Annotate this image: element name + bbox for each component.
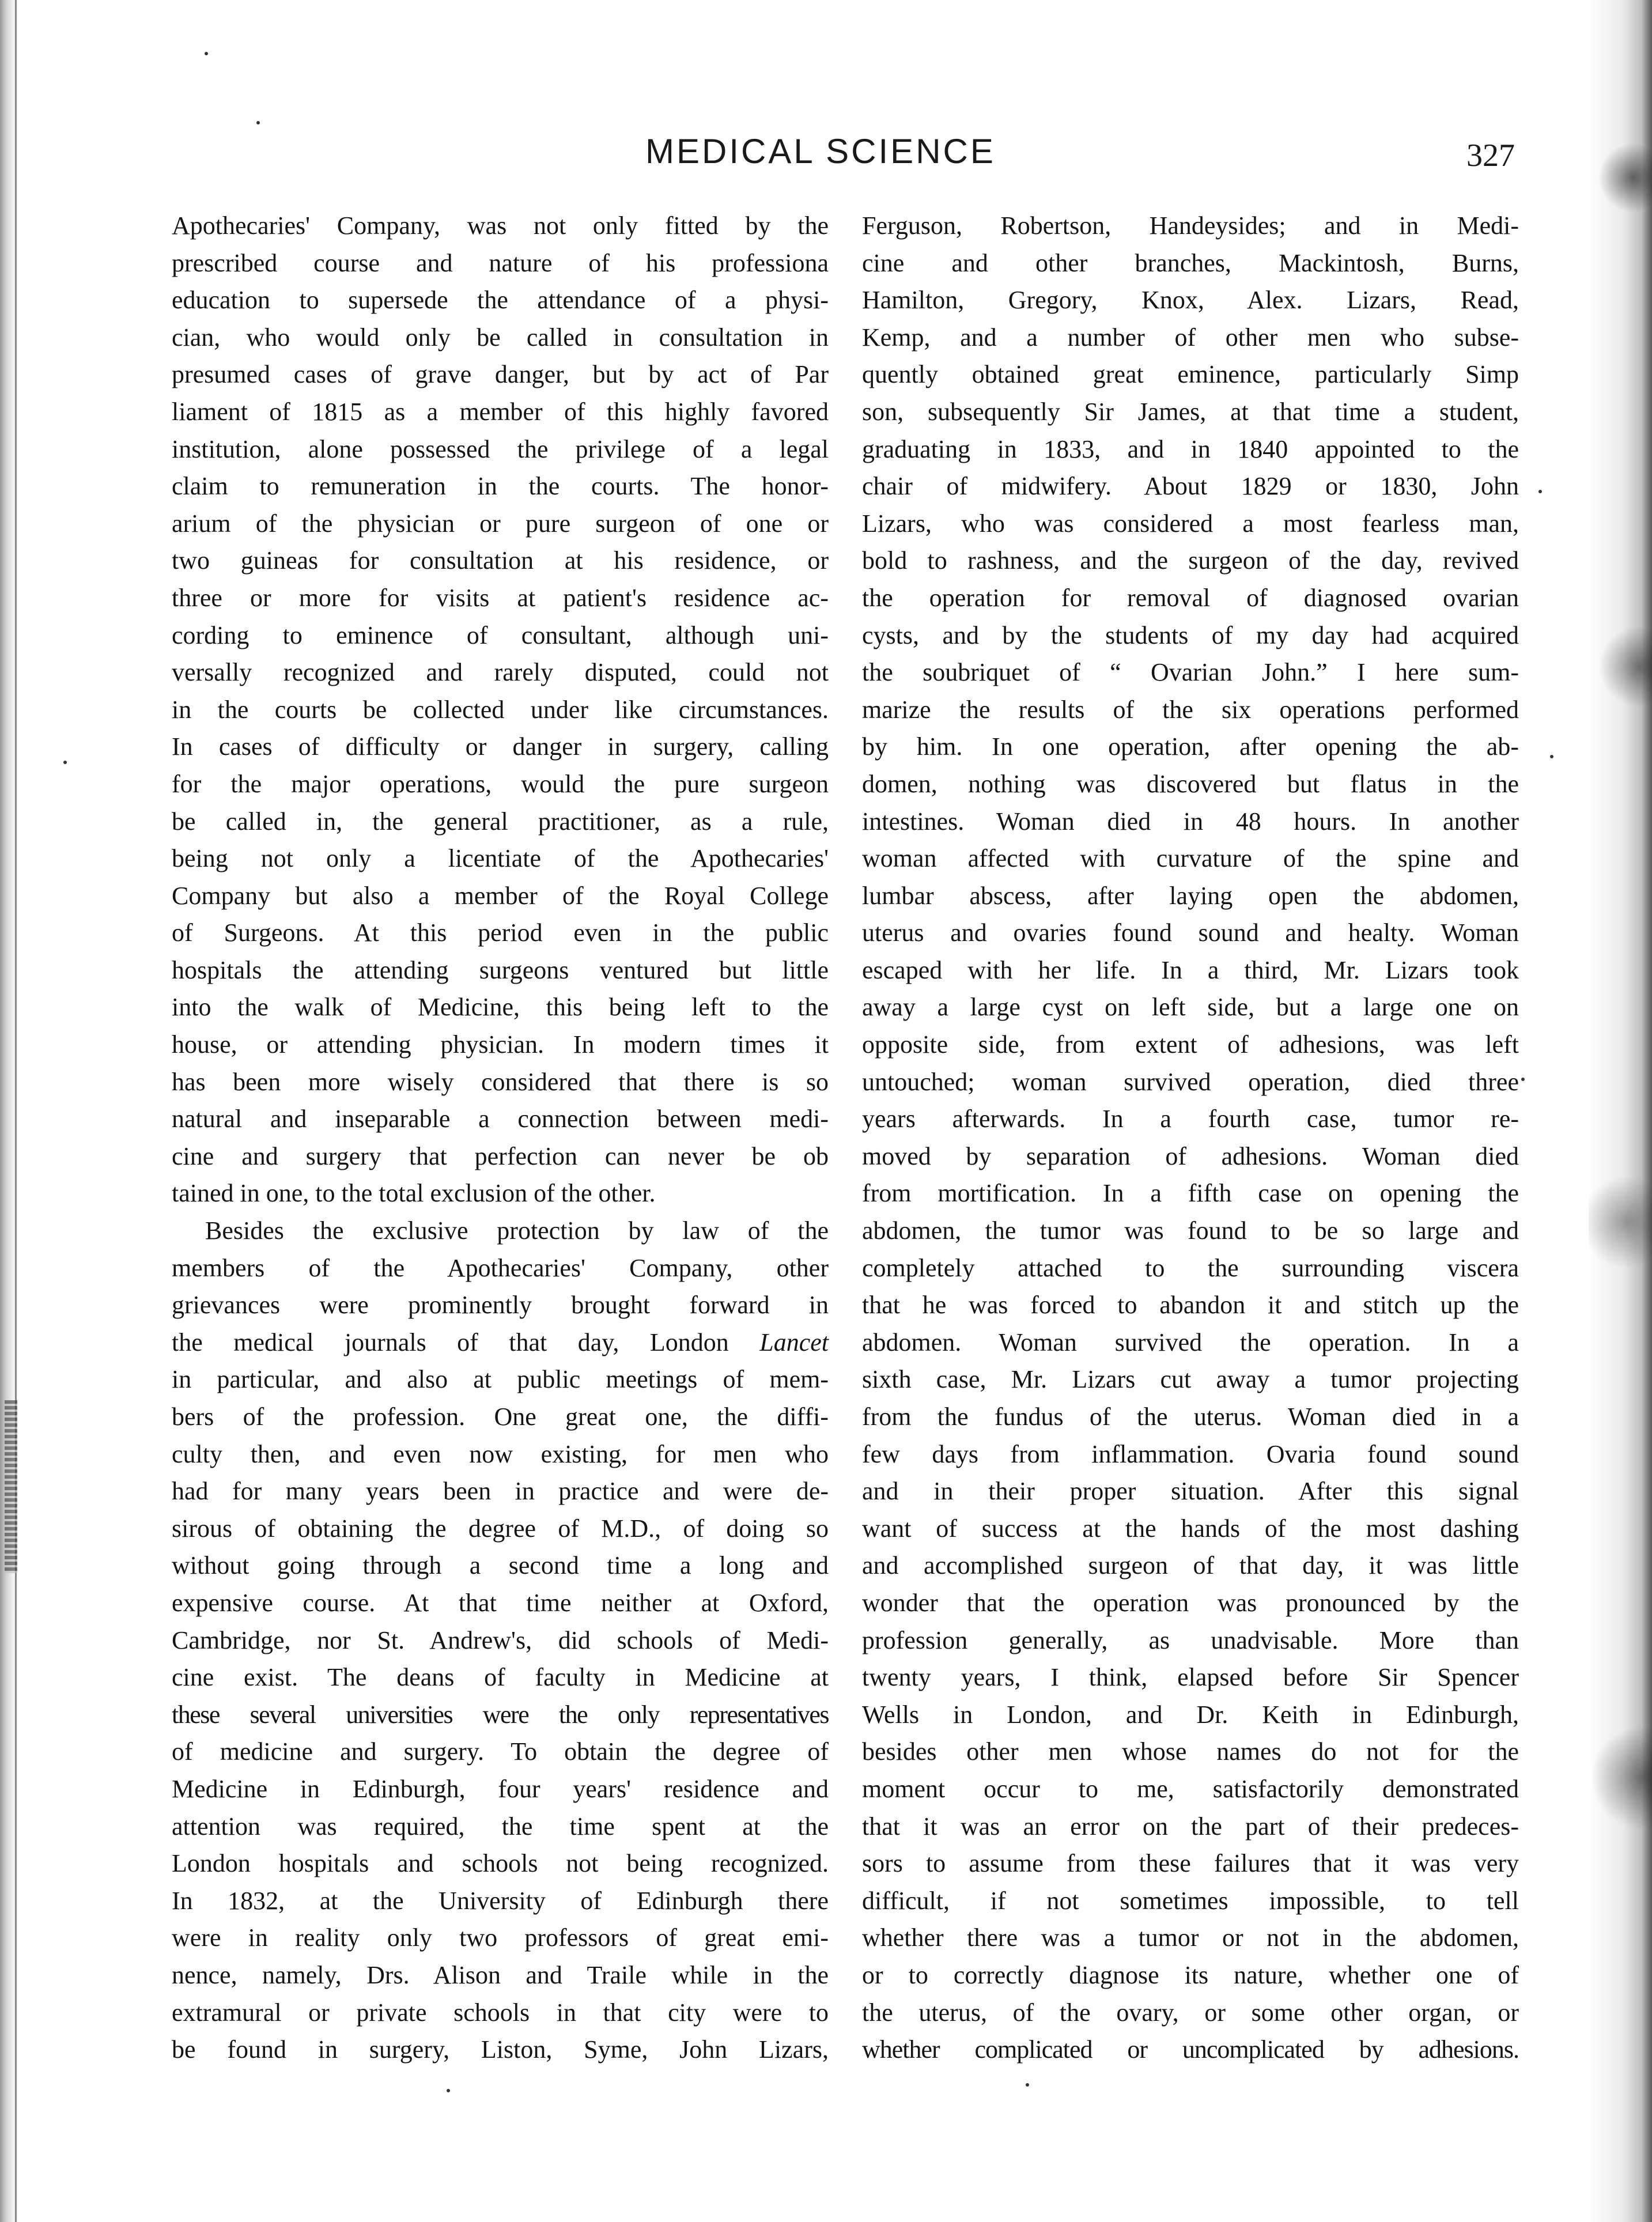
text-line: the soubriquet of “ Ovarian John.” I here sum- xyxy=(862,658,1519,687)
text-line: institution, alone possessed the privilege of a legal xyxy=(172,434,829,463)
text-line: moment occur to me, satisfactorily demonstrated xyxy=(862,1774,1519,1803)
text-line: cine and surgery that perfection can never be ob xyxy=(172,1142,829,1170)
print-speck xyxy=(256,121,260,124)
text-line: the uterus, of the ovary, or some other organ, or xyxy=(862,1998,1519,2027)
text-line: intestines. Woman died in 48 hours. In another xyxy=(862,807,1519,836)
text-line: cine and other branches, Mackintosh, Burns, xyxy=(862,248,1519,277)
text-line: completely attached to the surrounding viscera xyxy=(862,1253,1519,1282)
text-line: son, subsequently Sir James, at that time a student, xyxy=(862,397,1519,426)
text-line: the operation for removal of diagnosed ovarian xyxy=(862,583,1519,612)
text-line: sirous of obtaining the degree of M.D., of doing so xyxy=(172,1514,829,1543)
text-line: London hospitals and schools not being recognized. xyxy=(172,1849,829,1878)
text-line: graduating in 1833, and in 1840 appointed to the xyxy=(862,434,1519,463)
text-line: years afterwards. In a fourth case, tumor re- xyxy=(862,1105,1519,1133)
print-speck xyxy=(63,761,67,764)
text-line: want of success at the hands of the most dashing xyxy=(862,1514,1519,1543)
text-line: nence, namely, Drs. Alison and Traile while in the xyxy=(172,1960,829,1989)
text-line: Apothecaries' Company, was not only fitted by the xyxy=(172,211,829,240)
text-line: be called in, the general practitioner, as a rule, xyxy=(172,807,829,836)
text-line: moved by separation of adhesions. Woman died xyxy=(862,1142,1519,1170)
text-line: abdomen. Woman survived the operation. In a xyxy=(862,1328,1519,1356)
text-line: being not only a licentiate of the Apothecaries' xyxy=(172,844,829,873)
text-line: cian, who would only be called in consultation in xyxy=(172,323,829,352)
text-line: be found in surgery, Liston, Syme, John Lizars, xyxy=(172,2035,829,2064)
text-line: whether there was a tumor or not in the abdomen, xyxy=(862,1924,1519,1952)
text-line: tained in one, to the total exclusion of the other. xyxy=(172,1179,656,1208)
text-line: Ferguson, Robertson, Handeysides; and in Medi- xyxy=(862,211,1519,240)
text-line: for the major operations, would the pure surgeon xyxy=(172,769,829,798)
text-line: claim to remuneration in the courts. The honor- xyxy=(172,472,829,501)
text-line: In 1832, at the University of Edinburgh there xyxy=(172,1886,829,1915)
text-line: education to supersede the attendance of a physi- xyxy=(172,286,829,315)
text-line: three or more for visits at patient's residence ac- xyxy=(172,583,829,612)
text-line: Kemp, and a number of other men who subse- xyxy=(862,323,1519,352)
text-line: Hamilton, Gregory, Knox, Alex. Lizars, Read, xyxy=(862,286,1519,315)
text-line: Company but also a member of the Royal College xyxy=(172,881,829,910)
text-line: Besides the exclusive protection by law of the xyxy=(205,1216,829,1245)
text-line: quently obtained great eminence, particularly Simp xyxy=(862,360,1519,389)
text-line: of Surgeons. At this period even in the public xyxy=(172,919,829,947)
text-line: or to correctly diagnose its nature, whether one of xyxy=(862,1960,1519,1989)
text-line: Medicine in Edinburgh, four years' residence and xyxy=(172,1774,829,1803)
text-line: escaped with her life. In a third, Mr. Lizars took xyxy=(862,955,1519,984)
text-line: opposite side, from extent of adhesions, was left xyxy=(862,1030,1519,1059)
text-line: these several universities were the only representatives xyxy=(172,1700,829,1729)
text-line: two guineas for consultation at his residence, or xyxy=(172,546,829,575)
text-line: presumed cases of grave danger, but by act of Par xyxy=(172,360,829,389)
text-line: without going through a second time a long and xyxy=(172,1551,829,1580)
text-line: that he was forced to abandon it and stitch up the xyxy=(862,1291,1519,1320)
text-line: of medicine and surgery. To obtain the degree of xyxy=(172,1737,829,1766)
text-line: from the fundus of the uterus. Woman died in a xyxy=(862,1403,1519,1431)
text-line: cine exist. The deans of faculty in Medicine at xyxy=(172,1663,829,1692)
text-line: the medical journals of that day, London Lancet xyxy=(172,1328,829,1356)
text-line: sors to assume from these failures that it was very xyxy=(862,1849,1519,1878)
text-line: and in their proper situation. After this signal xyxy=(862,1477,1519,1506)
text-line: In cases of difficulty or danger in surgery, calling xyxy=(172,732,829,761)
text-line: Lizars, who was considered a most fearless man, xyxy=(862,509,1519,538)
text-line: members of the Apothecaries' Company, other xyxy=(172,1253,829,1282)
text-line: extramural or private schools in that city were to xyxy=(172,1998,829,2027)
text-line: abdomen, the tumor was found to be so large and xyxy=(862,1216,1519,1245)
text-line: in particular, and also at public meetings of mem- xyxy=(172,1365,829,1394)
text-line: that it was an error on the part of their predeces- xyxy=(862,1812,1519,1841)
text-line: liament of 1815 as a member of this highly favored xyxy=(172,397,829,426)
page-edge-noise xyxy=(1589,0,1652,2222)
text-line: in the courts be collected under like circumstances. xyxy=(172,695,829,724)
left-text-column xyxy=(172,207,829,2069)
text-line: domen, nothing was discovered but flatus in the xyxy=(862,769,1519,798)
text-line: versally recognized and rarely disputed, could not xyxy=(172,658,829,687)
right-text-column xyxy=(862,207,1519,2069)
text-line: chair of midwifery. About 1829 or 1830, John xyxy=(862,472,1519,501)
text-line: were in reality only two professors of great emi- xyxy=(172,1924,829,1952)
text-line: by him. In one operation, after opening the ab- xyxy=(862,732,1519,761)
text-line: lumbar abscess, after laying open the abdomen, xyxy=(862,881,1519,910)
text-line: had for many years been in practice and were de- xyxy=(172,1477,829,1506)
text-line: from mortification. In a fifth case on opening the xyxy=(862,1179,1519,1208)
text-line: sixth case, Mr. Lizars cut away a tumor projecting xyxy=(862,1365,1519,1394)
text-line: grievances were prominently brought forward in xyxy=(172,1291,829,1320)
text-line: marize the results of the six operations performed xyxy=(862,695,1519,724)
text-line: twenty years, I think, elapsed before Sir Spencer xyxy=(862,1663,1519,1692)
text-line: profession generally, as unadvisable. More than xyxy=(862,1626,1519,1654)
binding-rule xyxy=(15,0,17,2222)
text-line: into the walk of Medicine, this being left to the xyxy=(172,993,829,1022)
journal-title: Lancet xyxy=(759,1328,829,1356)
print-speck xyxy=(447,2089,450,2092)
binding-stitch-mark xyxy=(5,1400,17,1573)
text-line: away a large cyst on left side, but a large one on xyxy=(862,993,1519,1022)
text-line: Cambridge, nor St. Andrew's, did schools of Medi- xyxy=(172,1626,829,1654)
page-number: 327 xyxy=(1466,138,1515,173)
text-line: bers of the profession. One great one, the diffi- xyxy=(172,1403,829,1431)
text-line: Wells in London, and Dr. Keith in Edinburgh, xyxy=(862,1700,1519,1729)
print-speck xyxy=(1550,755,1553,758)
text-line: bold to rashness, and the surgeon of the day, revived xyxy=(862,546,1519,575)
print-speck xyxy=(1026,2083,1029,2087)
text-line: few days from inflammation. Ovaria found sound xyxy=(862,1439,1519,1468)
text-line: and accomplished surgeon of that day, it was little xyxy=(862,1551,1519,1580)
text-line: attention was required, the time spent at the xyxy=(172,1812,829,1841)
text-line: has been more wisely considered that there is so xyxy=(172,1067,829,1096)
text-line: prescribed course and nature of his professiona xyxy=(172,248,829,277)
text-line: uterus and ovaries found sound and healty. Woman xyxy=(862,919,1519,947)
text-line: expensive course. At that time neither at Oxford, xyxy=(172,1588,829,1617)
print-speck xyxy=(1538,490,1542,493)
text-line: hospitals the attending surgeons ventured but little xyxy=(172,955,829,984)
text-line: cording to eminence of consultant, although uni- xyxy=(172,621,829,649)
text-line: house, or attending physician. In modern times it xyxy=(172,1030,829,1059)
running-head: MEDICAL SCIENCE xyxy=(645,132,996,171)
text-line: woman affected with curvature of the spine and xyxy=(862,844,1519,873)
text-line: besides other men whose names do not for the xyxy=(862,1737,1519,1766)
text-line: whether complicated or uncomplicated by adhesions. xyxy=(862,2035,1519,2064)
text-line: untouched; woman survived operation, died three xyxy=(862,1067,1519,1096)
text-line: arium of the physician or pure surgeon of one or xyxy=(172,509,829,538)
text-line: culty then, and even now existing, for men who xyxy=(172,1439,829,1468)
page-header xyxy=(0,131,1652,177)
text-line: difficult, if not sometimes impossible, to tell xyxy=(862,1886,1519,1915)
text-line: cysts, and by the students of my day had acquired xyxy=(862,621,1519,649)
text-line: wonder that the operation was pronounced by the xyxy=(862,1588,1519,1617)
print-speck xyxy=(205,52,208,55)
text-line: natural and inseparable a connection between medi- xyxy=(172,1105,829,1133)
print-speck xyxy=(1521,1078,1525,1081)
